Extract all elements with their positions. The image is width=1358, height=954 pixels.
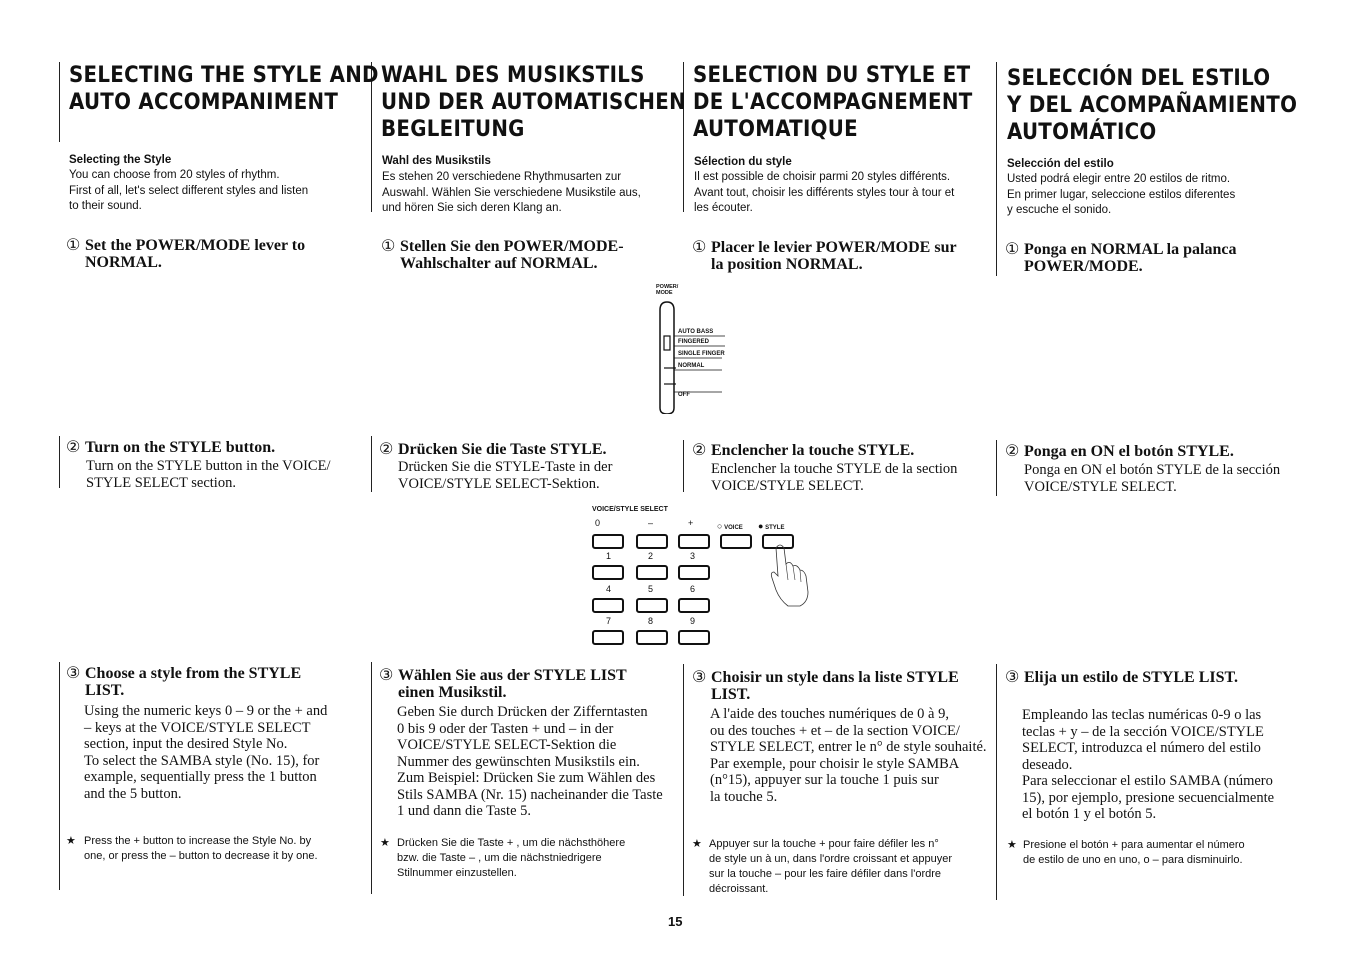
- button-panel-title: VOICE/STYLE SELECT: [592, 506, 668, 513]
- step-text: Elija un estilo de STYLE LIST.: [1024, 669, 1238, 686]
- step-2-body-fr: Enclencher la touche STYLE de la section VOICE/STYLE SELECT.: [711, 461, 958, 494]
- key-label-6: 6: [690, 584, 696, 594]
- step-2-body-es: Ponga en ON el botón STYLE de la sección VOICE/STYLE SELECT.: [1024, 462, 1281, 495]
- key-5[interactable]: [636, 598, 668, 613]
- style-indicator-icon: ●: [758, 521, 764, 531]
- intro-en: You can choose from 20 styles of rhythm. First of all, let's select different styles and listen to their sound.: [69, 169, 309, 212]
- key-0[interactable]: [592, 534, 624, 549]
- intro-fr: Il est possible de choisir parmi 20 styles différents. Avant tout, choisir les différents styles tour à tour et les écouter.: [694, 171, 955, 214]
- section-title-en: SELECTING THE STYLE AND AUTO ACCOMPANIMENT: [69, 63, 379, 115]
- step-number-icon: ②: [66, 439, 81, 456]
- step-2-body-en: Turn on the STYLE button in the VOICE/ STYLE SELECT section.: [86, 458, 331, 491]
- star-icon: ★: [66, 835, 76, 847]
- key-2[interactable]: [636, 565, 668, 580]
- key-1[interactable]: [592, 565, 624, 580]
- subtitle-en: Selecting the Style: [69, 154, 172, 166]
- key-6[interactable]: [678, 598, 710, 613]
- style-label: [758, 523, 784, 532]
- step-number-icon: ②: [1005, 443, 1020, 460]
- intro-de: Es stehen 20 verschiedene Rhythmusarten zur Auswahl. Wählen Sie verschiedene Musikstile aus, und hören Sie sich deren Klang an.: [382, 171, 641, 214]
- step-text: Placer le levier POWER/MODE sur la position NORMAL.: [711, 239, 957, 273]
- key-label-7: 7: [606, 616, 612, 626]
- key-label-8: 8: [648, 616, 654, 626]
- note-de: Drücken Sie die Taste + , um die nächsthöhere bzw. die Taste – , um die nächstniedrigere Stilnummer einzustellen.: [397, 837, 626, 879]
- star-icon: ★: [380, 837, 390, 849]
- key-plus[interactable]: [678, 534, 710, 549]
- lever-title: POWER/ MODE: [656, 284, 679, 296]
- key-label-4: 4: [606, 584, 612, 594]
- step-text: Choose a style from the STYLE LIST.: [85, 665, 302, 699]
- step-2-body-de: Drücken Sie die STYLE-Taste in der VOICE/STYLE SELECT-Sektion.: [398, 459, 613, 492]
- key-label-0: 0: [595, 518, 601, 528]
- subtitle-fr: Sélection du style: [694, 156, 792, 168]
- step-3-body-en: Using the numeric keys 0 – 9 or the + and – keys at the VOICE/STYLE SELECT section, input the desired Style No. To select the SAMBA style (No. 15), for example, sequentially press the 1 button and the 5 button.: [84, 703, 328, 802]
- pressing-hand-icon: [764, 540, 824, 610]
- power-mode-lever-diagram: [650, 284, 730, 414]
- key-label-9: 9: [690, 616, 696, 626]
- step-text: Drücken Sie die Taste STYLE.: [398, 441, 607, 458]
- voice-button[interactable]: [720, 534, 752, 549]
- step-text: Turn on the STYLE button.: [85, 439, 276, 456]
- step-number-icon: ②: [692, 442, 707, 459]
- voice-label: [717, 523, 743, 532]
- key-label-1: 1: [606, 551, 612, 561]
- subtitle-es: Selección del estilo: [1007, 158, 1114, 170]
- page-number: 15: [668, 914, 683, 929]
- subtitle-de: Wahl des Musikstils: [382, 155, 491, 167]
- section-title-es: SELECCIÓN DEL ESTILO Y DEL ACOMPAÑAMIENTO AUTOMÁTICO: [1007, 66, 1298, 145]
- key-4[interactable]: [592, 598, 624, 613]
- voice-label-text: VOICE: [724, 525, 743, 531]
- column-rule: [59, 662, 60, 890]
- step-text: Choisir un style dans la liste STYLE LIST.: [711, 669, 959, 703]
- step-3-body-fr: A l'aide des touches numériques de 0 à 9, ou des touches + et – de la section VOICE/ STYLE SELECT, entrer le n° de style souhaité. Par exemple, pour choisir le style SAMBA (n°15), appuyer sur la touche 1 puis sur la touche 5.: [710, 706, 987, 805]
- step-number-icon: ①: [1005, 241, 1020, 258]
- key-minus[interactable]: [636, 534, 668, 549]
- step-number-icon: ③: [379, 667, 394, 684]
- step-3-body-es: Empleando las teclas numéricas 0-9 o las teclas + y – de la sección VOICE/STYLE SELECT, introduzca el número del estilo deseado. Para seleccionar el estilo SAMBA (número 15), por ejemplo, presione secuencialmente el botón 1 y el botón 5.: [1022, 707, 1275, 822]
- key-9[interactable]: [678, 630, 710, 645]
- column-rule: [59, 62, 60, 142]
- lever-position-off: OFF: [678, 392, 690, 398]
- step-number-icon: ①: [66, 237, 81, 254]
- lever-icon: [650, 284, 730, 414]
- lever-position-normal: NORMAL: [678, 363, 705, 369]
- step-text: Ponga en NORMAL la palanca POWER/MODE.: [1024, 241, 1237, 275]
- step-number-icon: ①: [381, 238, 396, 255]
- step-text: Ponga en ON el botón STYLE.: [1024, 443, 1234, 460]
- lever-position-fingered: FINGERED: [678, 339, 710, 345]
- intro-es: Usted podrá elegir entre 20 estilos de ritmo. En primer lugar, seleccione estilos diferentes y escuche el sonido.: [1007, 173, 1236, 216]
- key-8[interactable]: [636, 630, 668, 645]
- section-title-fr: SELECTION DU STYLE ET DE L'ACCOMPAGNEMENT AUTOMATIQUE: [693, 63, 973, 142]
- key-label-5: 5: [648, 584, 654, 594]
- step-text: Enclencher la touche STYLE.: [711, 442, 915, 459]
- voice-style-select-diagram: [590, 504, 830, 654]
- key-3[interactable]: [678, 565, 710, 580]
- note-es: Presione el botón + para aumentar el número de estilo de uno en uno, o – para disminuirlo.: [1023, 839, 1245, 866]
- key-label-3: 3: [690, 551, 696, 561]
- key-7[interactable]: [592, 630, 624, 645]
- note-en: Press the + button to increase the Style No. by one, or press the – button to decrease it by one.: [84, 835, 318, 862]
- step-number-icon: ①: [692, 239, 707, 256]
- step-number-icon: ③: [66, 665, 81, 682]
- key-label-minus: –: [648, 518, 654, 528]
- star-icon: ★: [1007, 839, 1017, 851]
- step-text: Stellen Sie den POWER/MODE- Wahlschalter auf NORMAL.: [400, 238, 624, 272]
- step-text: Wählen Sie aus der STYLE LIST einen Musikstil.: [398, 667, 627, 701]
- step-number-icon: ②: [379, 441, 394, 458]
- star-icon: ★: [692, 838, 702, 850]
- step-number-icon: ③: [692, 669, 707, 686]
- key-label-plus: +: [688, 518, 694, 528]
- note-fr: Appuyer sur la touche + pour faire défiler les n° de style un à un, dans l'ordre croissant et appuyer sur la touche – pour les faire défiler dans l'ordre décroissant.: [709, 838, 953, 895]
- step-3-body-de: Geben Sie durch Drücken der Zifferntasten 0 bis 9 oder der Tasten + und – in der VOICE/STYLE SELECT-Sektion die Nummer des gewünschten Musikstils ein. Zum Beispiel: Drücken Sie zum Wählen des Stils SAMBA (Nr. 15) nacheinander die Taste 1 und dann die Taste 5.: [397, 704, 663, 819]
- style-label-text: STYLE: [765, 525, 785, 531]
- voice-indicator-icon: ○: [717, 521, 723, 531]
- lever-position-single-finger: SINGLE FINGER: [678, 351, 725, 357]
- lever-position-auto-bass: AUTO BASS: [678, 329, 714, 335]
- key-label-2: 2: [648, 551, 654, 561]
- step-text: Set the POWER/MODE lever to NORMAL.: [85, 237, 306, 271]
- step-number-icon: ③: [1005, 669, 1020, 686]
- column-rule: [59, 436, 60, 488]
- section-title-de: WAHL DES MUSIKSTILS UND DER AUTOMATISCHEN BEGLEITUNG: [381, 63, 686, 142]
